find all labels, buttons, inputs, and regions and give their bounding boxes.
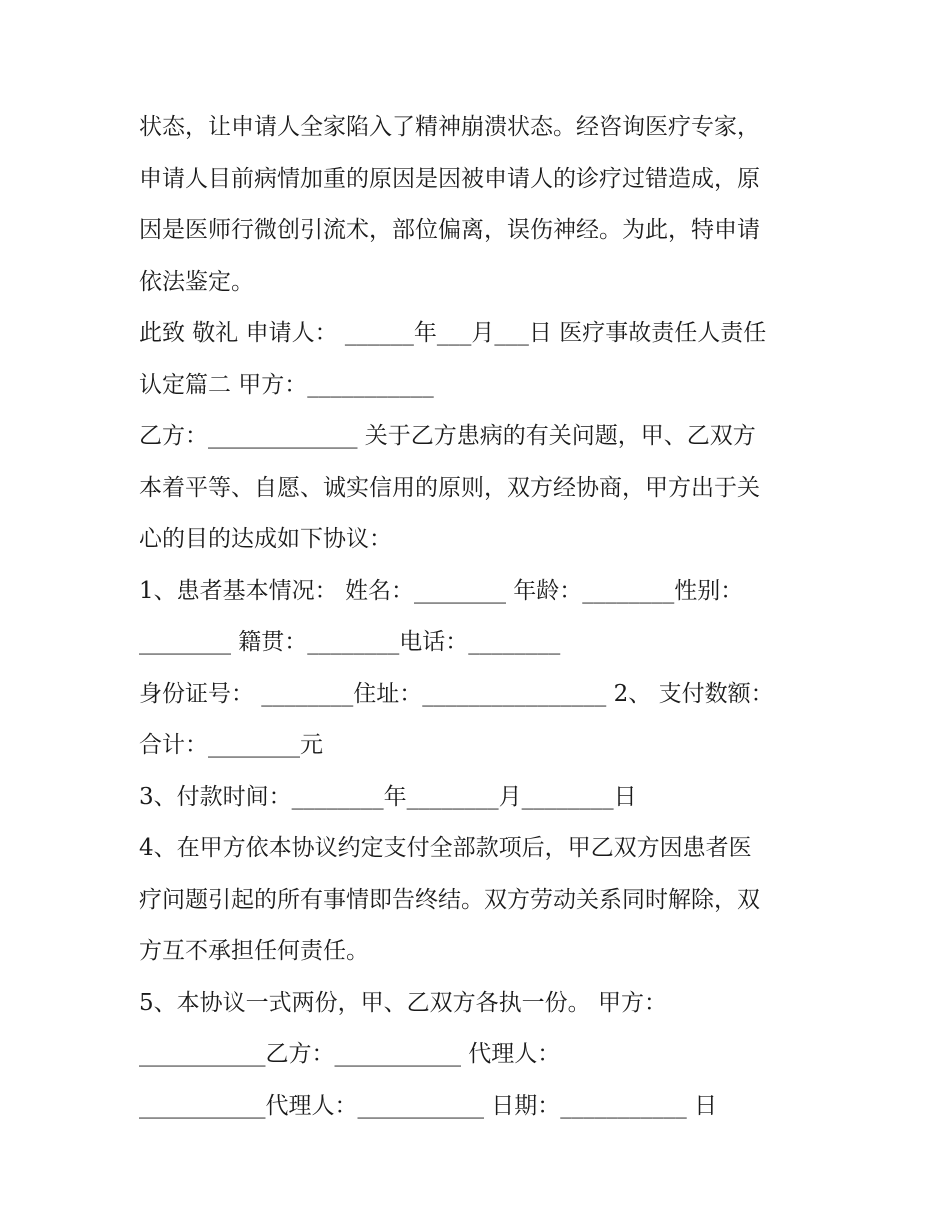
text-line: 5、本协议一式两份，甲、乙双方各执一份。 甲方： (139, 989, 667, 1016)
text-line: 心的目的达成如下协议： (139, 526, 392, 552)
text-line: 4、在甲方依本协议约定支付全部款项后，甲乙双方因患者医 (139, 835, 752, 861)
text-line: 申请人目前病情加重的原因是因被申请人的诊疗过错造成，原 (139, 165, 760, 192)
text-line: 此致 敬礼 申请人： ______年___月___日 医疗事故责任人责任 (139, 320, 767, 346)
text-line: ___________乙方：___________ 代理人： (139, 1041, 561, 1067)
text-line: 状态，让申请人全家陷入了精神崩溃状态。经咨询医疗专家， (139, 114, 760, 140)
text-line: 本着平等、自愿、诚实信用的原则，双方经协商，甲方出于关 (139, 474, 760, 501)
text-line: 3、付款时间：________年________月________日 (139, 783, 637, 810)
text-line: 方互不承担任何责任。 (139, 938, 369, 964)
text-line: 因是医师行微创引流术，部位偏离，误伤神经。为此，特申请 (139, 217, 760, 243)
text-line: 依法鉴定。 (139, 268, 254, 295)
document-body (139, 102, 819, 1132)
text-line: 乙方：_____________ 关于乙方患病的有关问题，甲、乙双方 (139, 423, 756, 449)
text-line: 认定篇二 甲方：___________ (139, 371, 434, 398)
text-line: ________ 籍贯：________电话：________ (139, 629, 561, 655)
text-line: 疗问题引起的所有事情即告终结。双方劳动关系同时解除，双 (139, 886, 760, 913)
text-line: 身份证号： ________住址：________________ 2、 支付数额： (139, 680, 774, 707)
text-line: ___________代理人：___________ 日期：___________ 日 (139, 1092, 718, 1119)
text-line: 1、患者基本情况： 姓名：________ 年龄：________性别： (139, 577, 744, 604)
text-line: 合计：________元 (139, 732, 323, 758)
